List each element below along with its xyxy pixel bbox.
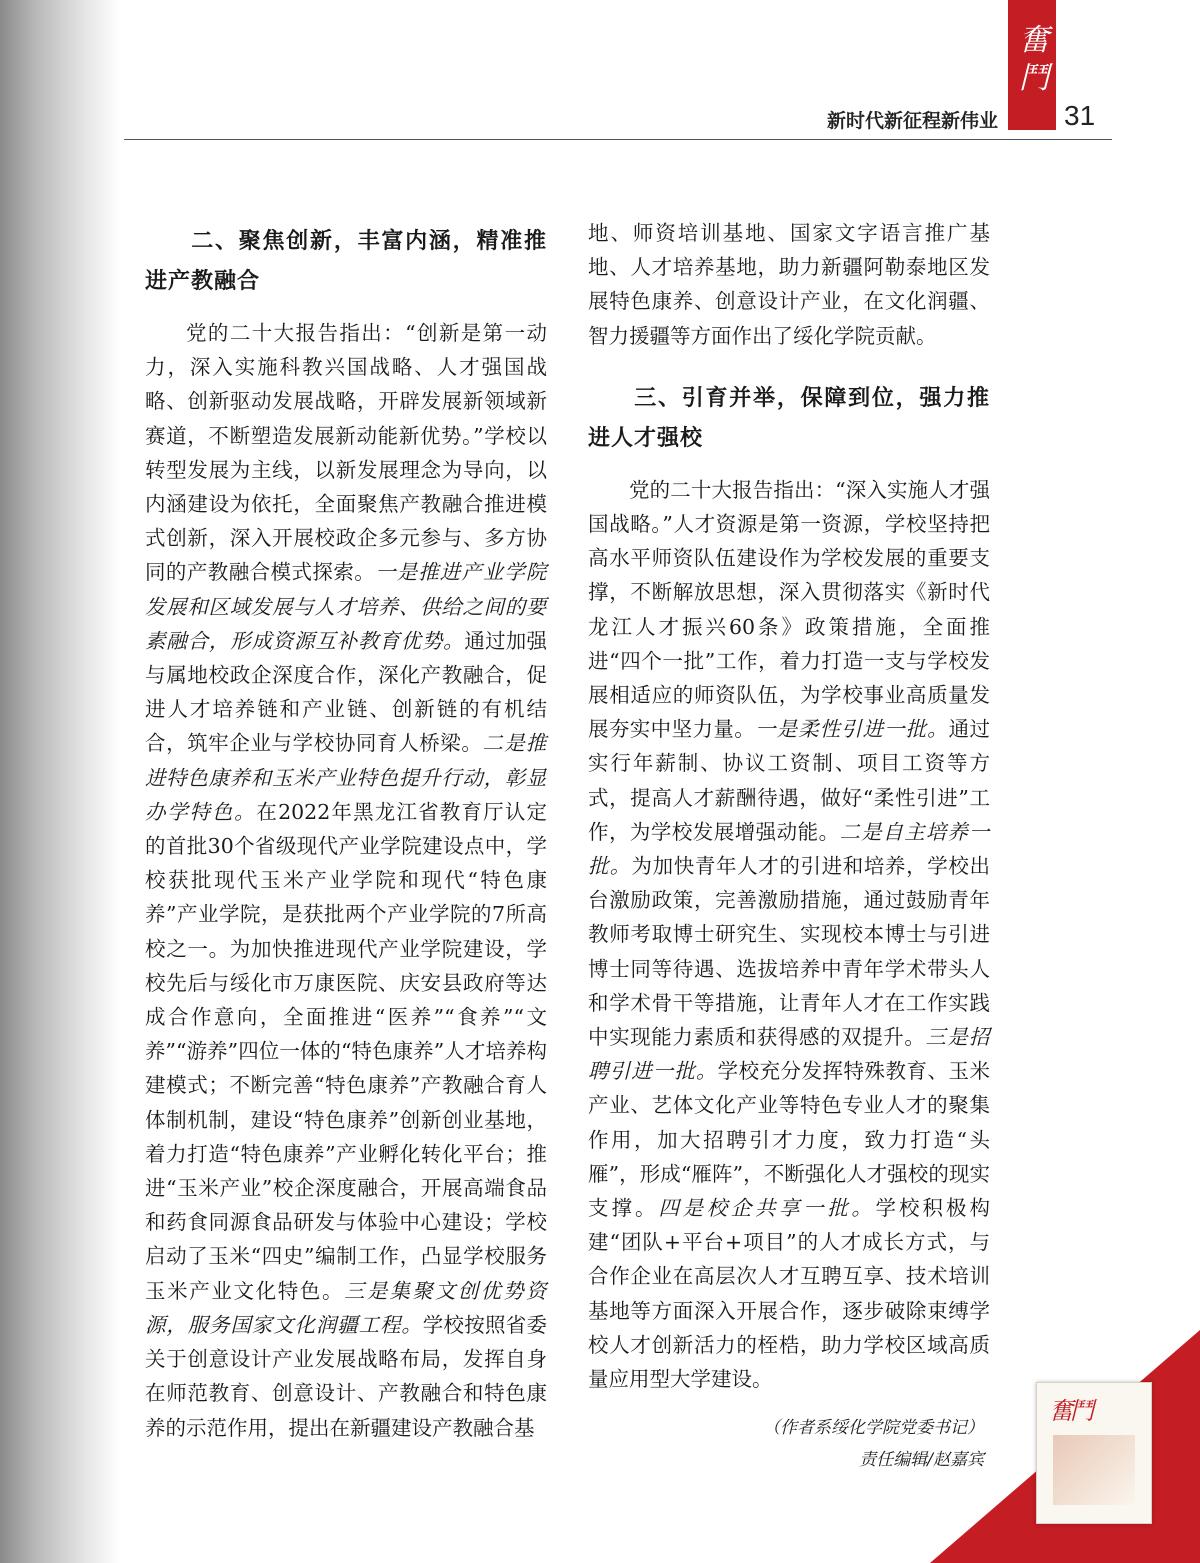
page-binding-shadow bbox=[0, 0, 120, 1563]
text-run: 学校按照省委关于创意设计产业发展战略布局，发挥自身在师范教育、创意设计、产教融合和特色康养的示范作用，提出在新疆建设产教融合基 bbox=[145, 1312, 547, 1440]
magazine-cover-thumbnail bbox=[1036, 1382, 1152, 1524]
section-heading-three: 三、引育并举，保障到位，强力推进人才强校 bbox=[588, 385, 990, 451]
text-run: 党的二十大报告指出：“深入实施人才强国战略。”人才资源是第一资源，学校坚持把高水平师资队伍建设作为学校发展的重要支撑，不断解放思想，深入贯彻落实《新时代龙江人才振兴60条》政策措施，全面推进“四个一批”工作，着力打造一支与学校发展相适应的师资队伍，为学校事业高质量发展夯实中坚力量。 bbox=[588, 477, 990, 742]
emphasis-run: 二是自主培养一批。 bbox=[588, 819, 990, 879]
text-run: 党的二十大报告指出：“创新是第一动力，深入实施科教兴国战略、人才强国战略、创新驱动发展战略，开辟发展新领域新赛道，不断塑造发展新动能新优势。”学校以转型发展为主线，以新发展理念为导向，以内涵建设为依托，全面聚焦产教融合推进模式创新，深入开展校政企多元参与、多方协同的产教融合模式探索。 bbox=[145, 321, 547, 585]
section-title: 新时代新征程新伟业 bbox=[826, 110, 998, 132]
continued-paragraph: 地、师资培训基地、国家文字语言推广基地、人才培养基地，助力新疆阿勒泰地区发展特色康养、创意设计产业，在文化润疆、智力援疆等方面作出了绥化学院贡献。 bbox=[588, 221, 990, 348]
page-number: 31 bbox=[1064, 100, 1096, 131]
body-paragraph bbox=[588, 473, 990, 1396]
emphasis-run: 四是校企共享一批。 bbox=[658, 1196, 876, 1221]
emphasis-run: 一是柔性引进一批。 bbox=[755, 717, 949, 742]
author-note: （作者系绥化学院党委书记） bbox=[763, 1418, 984, 1439]
text-run: 通过实行年薪制、协议工资制、项目工资等方式，提高人才薪酬待遇，做好“柔性引进”工作，为学校发展增强动能。 bbox=[588, 717, 991, 844]
right-column bbox=[588, 216, 990, 1476]
emphasis-run: 一是推进产业学院发展和区域发展与人才培养、供给之间的要素融合，形成资源互补教育优势。 bbox=[145, 560, 547, 653]
text-run: 为加快青年人才的引进和培养，学校出台激励政策，完善激励措施，通过鼓励青年教师考取博士研究生、实现校本博士与引进博士同等待遇、选拔培养中青年学术带头人和学术骨干等措施，让青年人才在工作实践中实现能力素质和获得感的双提升。 bbox=[588, 854, 991, 1050]
author-byline bbox=[588, 1412, 990, 1476]
section-heading-two: 二、聚焦创新，丰富内涵，精准推进产教融合 bbox=[145, 229, 547, 294]
emphasis-run: 三是集聚文创优势资源，服务国家文化润疆工程。 bbox=[145, 1278, 547, 1337]
left-column bbox=[145, 222, 547, 1445]
emphasis-run: 二是推进特色康养和玉米产业特色提升行动，彰显办学特色。 bbox=[145, 731, 547, 824]
text-run: 学校积极构建“团队+平台+项目”的人才成长方式，与合作企业在高层次人才互聘互享、技术培训基地等方面深入开展合作，逐步破除束缚学校人才创新活力的桎梏，助力学校区域高质量应用型大学建设。 bbox=[588, 1196, 991, 1392]
magazine-logo: 奮鬥 bbox=[1019, 23, 1045, 96]
cover-artwork bbox=[1053, 1435, 1135, 1505]
body-paragraph bbox=[145, 316, 547, 1445]
editor-credit: 责任编辑/赵嘉宾 bbox=[859, 1450, 984, 1471]
cover-logo: 奮鬥 bbox=[1049, 1397, 1091, 1425]
header-divider bbox=[124, 139, 1112, 140]
text-run: 通过加强与属地校政企深度合作，深化产教融合，促进人才培养链和产业链、创新链的有机结合，筑牢企业与学校协同育人桥梁。 bbox=[145, 628, 548, 756]
emphasis-run: 三是招聘引进一批。 bbox=[588, 1025, 990, 1084]
text-run: 学校充分发挥特殊教育、玉米产业、艺体文化产业等特色专业人才的聚集作用，加大招聘引才力度，致力打造“头雁”，形成“雁阵”，不断强化人才强校的现实支撑。 bbox=[588, 1059, 991, 1221]
text-run: 在2022年黑龙江省教育厅认定的首批30个省级现代产业学院建设点中，学校获批现代玉米产业学院和现代“特色康养”产业学院，是获批两个产业学院的7所高校之一。为加快推进现代产业学院建设，学校先后与绥化市万康医院、庆安县政府等达成合作意向，全面推进“医养”“食养”“文养”“游养”四位一体的“特色康养”人才培养构建模式；不断完善“特色康养”产教融合育人体制机制，建设“特色康养”创新创业基地，着力打造“特色康养”产业孵化转化平台；推进“玉米产业”校企深度融合，开展高端食品和药食同源食品研发与体验中心建设；学校启动了玉米“四史”编制工作，凸显学校服务玉米产业文化特色。 bbox=[145, 799, 548, 1303]
